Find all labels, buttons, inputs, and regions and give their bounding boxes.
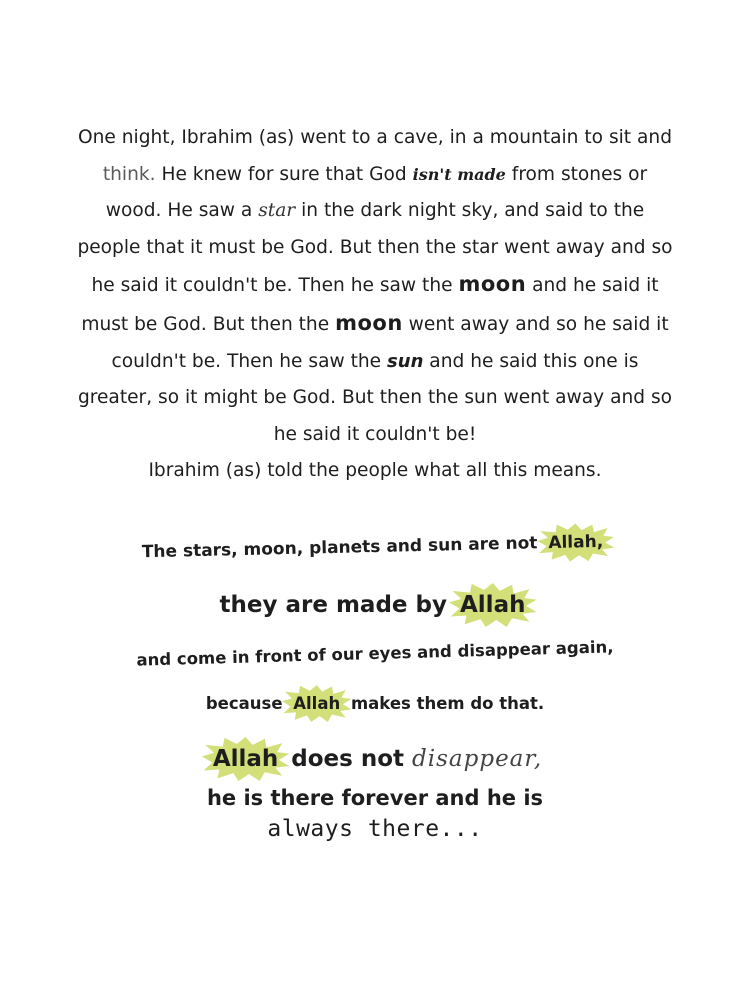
emphasis-sun: sun — [387, 350, 424, 372]
faint-bleed-through-text — [0, 925, 750, 943]
story-line — [40, 157, 710, 194]
story-text: from stones or — [505, 163, 648, 185]
story-line: One night, Ibrahim (as) went to a cave, in a mountain to sit and — [78, 127, 672, 148]
lesson-line — [0, 692, 750, 715]
allah-highlight: Allah — [208, 744, 283, 774]
lesson-line — [0, 744, 750, 774]
story-line: greater, so it might be God. But then the sun went away and so — [77, 387, 673, 409]
story-text: wood. He saw a — [105, 200, 259, 222]
story-line: Ibrahim (as) told the people what all this means. — [148, 460, 602, 482]
lesson-line-always-there: always there... — [267, 816, 483, 842]
story-line: he said it couldn't be! — [273, 423, 477, 445]
lesson-text: because — [205, 694, 289, 713]
emphasis-moon: moon — [335, 310, 403, 335]
story-paragraph — [40, 120, 710, 490]
emphasis-star: star — [258, 200, 296, 222]
lesson-text: they are made by — [219, 592, 455, 618]
allah-highlight: Allah — [288, 692, 345, 715]
story-text: went away and so he said it — [402, 313, 669, 335]
lesson-text: does not — [283, 746, 413, 772]
story-line — [40, 266, 710, 305]
story-text: in the dark night sky, and said to the — [295, 200, 645, 222]
script-disappear: disappear, — [412, 746, 543, 772]
lesson-line: and come in front of our eyes and disappear again, — [136, 637, 614, 670]
emphasis-moon: moon — [458, 272, 527, 297]
story-text: He knew for sure that God — [155, 163, 413, 185]
lesson-text: The stars, moon, planets and sun are not — [141, 533, 544, 563]
lesson-line — [0, 590, 750, 620]
story-text: and he said this one is — [423, 350, 639, 372]
story-line: people that it must be God. But then the star went away and so — [77, 236, 673, 258]
story-text: must be God. But then the — [81, 313, 336, 335]
story-text: he said it couldn't be. Then he saw the — [91, 275, 459, 297]
allah-highlight: Allah, — [543, 530, 608, 555]
lesson-line: he is there forever and he is — [206, 786, 544, 810]
story-line — [40, 193, 710, 230]
story-line — [40, 305, 710, 344]
story-text: and he said it — [526, 275, 659, 297]
allah-highlight: Allah — [455, 590, 530, 620]
story-text: couldn't be. Then he saw the — [111, 350, 388, 372]
story-text: think. — [102, 163, 156, 185]
lesson-text: makes them do that. — [345, 694, 545, 713]
story-line — [40, 344, 710, 381]
emphasis-isnt-made: isn't made — [412, 164, 506, 184]
lesson-line — [0, 526, 750, 567]
